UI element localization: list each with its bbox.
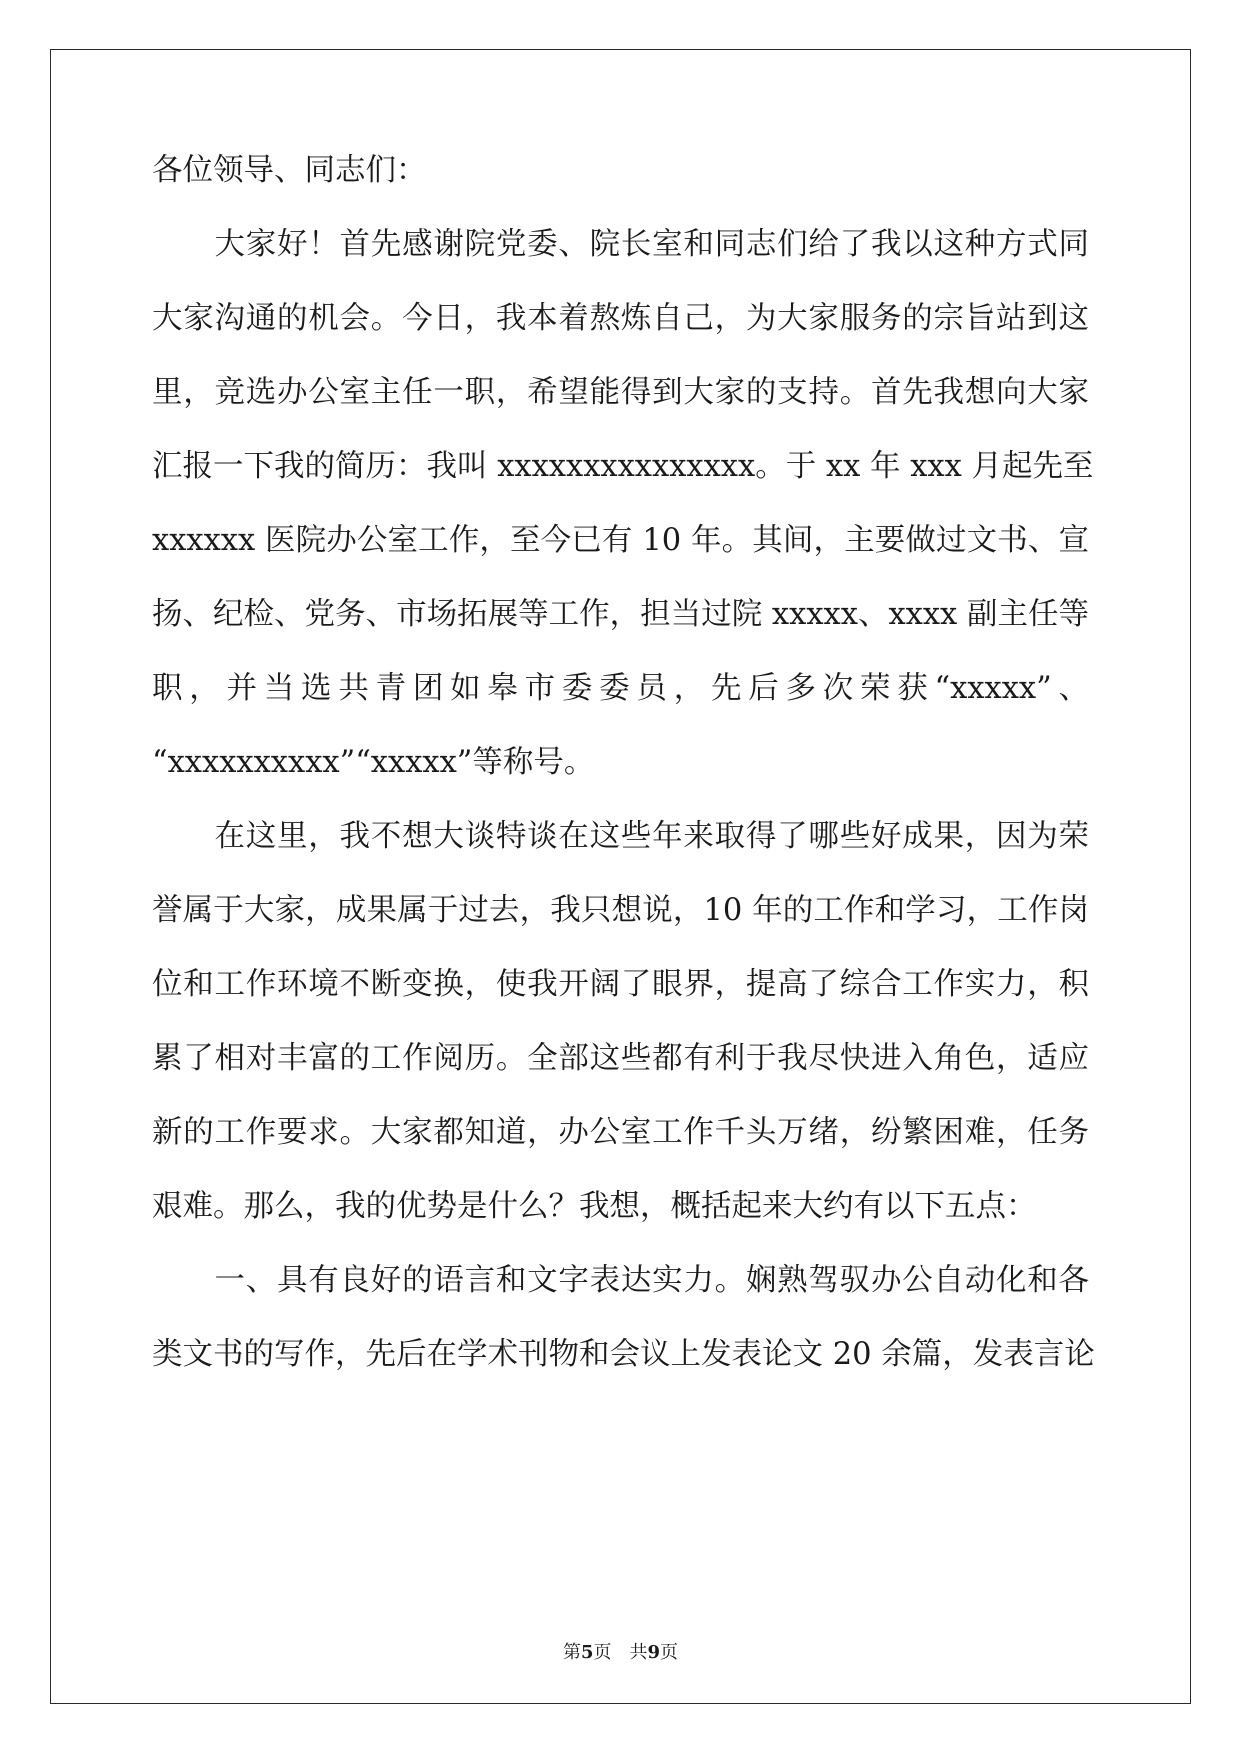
body-line: “xxxxxxxxxx”“xxxxx”等称号。 xyxy=(152,745,595,780)
page-footer xyxy=(0,1641,1241,1665)
body-line: 艰难。那么，我的优势是什么？我想，概括起来大约有以下五点： xyxy=(152,1189,1037,1224)
body-line: 誉属于大家，成果属于过去，我只想说，10 年的工作和学习，工作岗 xyxy=(152,893,1089,928)
body-line: 类文书的写作，先后在学术刊物和会议上发表论文 20 余篇，发表言论 xyxy=(152,1337,1095,1372)
body-line: 位和工作环境不断变换，使我开阔了眼界，提高了综合工作实力，积 xyxy=(152,967,1089,1002)
body-line: xxxxxx 医院办公室工作，至今已有 10 年。其间，主要做过文书、宣 xyxy=(152,523,1089,558)
body-line: 里，竞选办公室主任一职，希望能得到大家的支持。首先我想向大家 xyxy=(152,375,1089,410)
footer-suffix: 页 xyxy=(660,1642,679,1663)
body-line: 大家沟通的机会。今日，我本着熬炼自己，为大家服务的宗旨站到这 xyxy=(152,301,1089,336)
body-line: 扬、纪检、党务、市场拓展等工作，担当过院 xxxxx、xxxx 副主任等 xyxy=(152,597,1089,632)
total-pages-number: 9 xyxy=(647,1642,661,1663)
body-line: 汇报一下我的简历：我叫 xxxxxxxxxxxxxxx。于 xx 年 xxx 月起先至 xyxy=(152,449,1094,484)
body-line: 职，并当选共青团如皋市委委员，先后多次荣获“xxxxx”、 xyxy=(152,671,1089,706)
salutation-line: 各位领导、同志们： xyxy=(152,153,427,188)
body-line: 在这里，我不想大谈特谈在这些年来取得了哪些好成果，因为荣 xyxy=(152,819,1089,854)
body-line: 一、具有良好的语言和文字表达实力。娴熟驾驭办公自动化和各 xyxy=(152,1263,1089,1298)
footer-middle: 页 共 xyxy=(593,1642,648,1663)
footer-prefix: 第 xyxy=(562,1642,581,1663)
current-page-number: 5 xyxy=(580,1642,594,1663)
body-line: 新的工作要求。大家都知道，办公室工作千头万绪，纷繁困难，任务 xyxy=(152,1115,1089,1150)
body-line: 累了相对丰富的工作阅历。全部这些都有利于我尽快进入角色，适应 xyxy=(152,1041,1089,1076)
body-line: 大家好！首先感谢院党委、院长室和同志们给了我以这种方式同 xyxy=(152,227,1089,262)
